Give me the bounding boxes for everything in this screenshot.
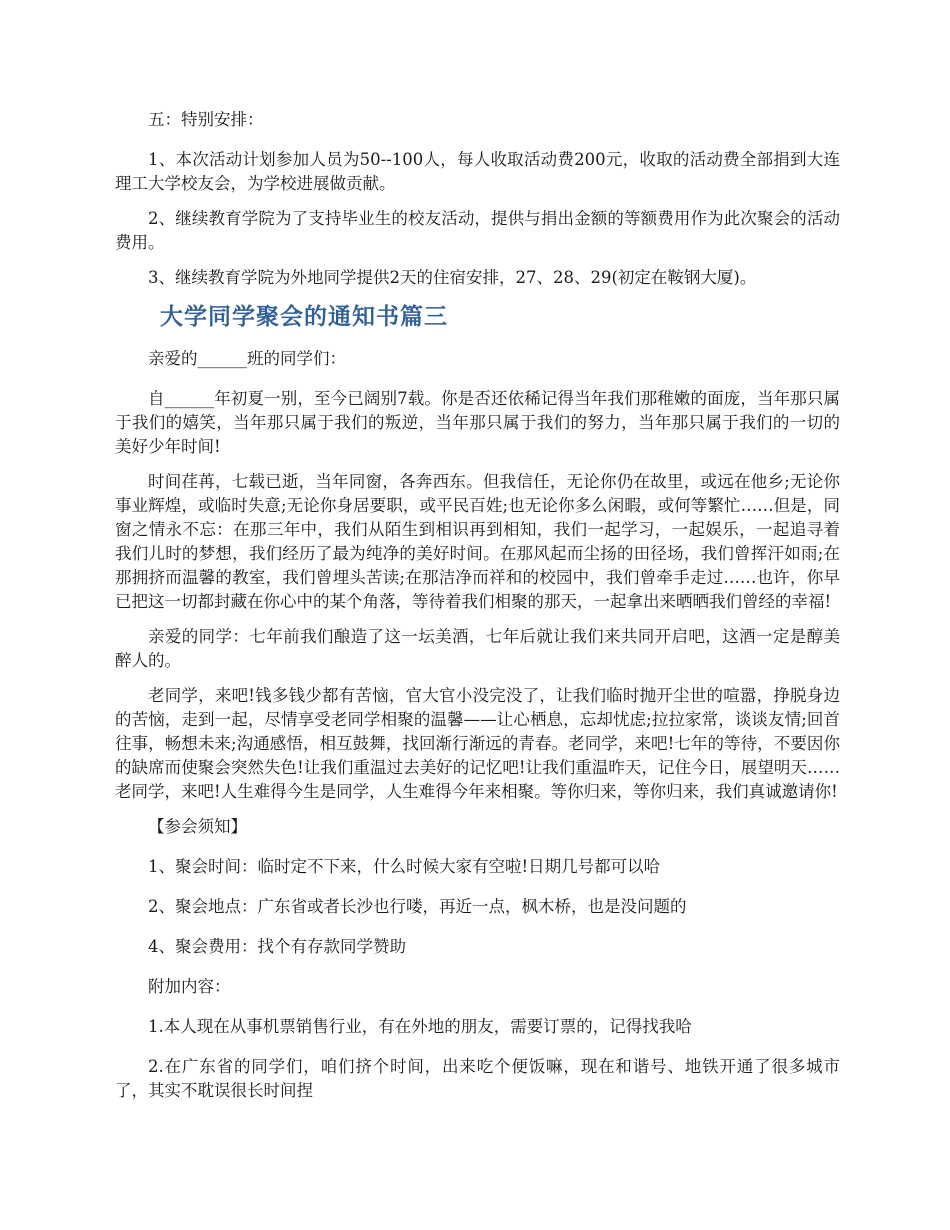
- section5-item-3: 3、继续教育学院为外地同学提供2天的住宿安排，27、28、29(初定在鞍钢大厦)。: [148, 268, 757, 287]
- extra-item-2: 2.在广东省的同学们，咱们挤个时间，出来吃个便饭嘛，现在和谐号、地铁开通了很多城市了，其实不耽误很长时间捏: [115, 1057, 840, 1100]
- notice-title: 【参会须知】: [148, 817, 247, 836]
- letter-salutation: 亲爱的______班的同学们：: [148, 349, 346, 368]
- letter-paragraph-1: 自______年初夏一别，至今已阔别7载。你是否还依稀记得当年我们那稚嫩的面庞，当年那只属于我们的嬉笑，当年那只属于我们的叛逆，当年那只属于我们的努力，当年那只属于我们的一切的美好少年时间!: [115, 389, 840, 456]
- notice-item-cost: 4、聚会费用：找个有存款同学赞助: [148, 937, 406, 956]
- section5-item-1: 1、本次活动计划参加人员为50--100人，每人收取活动费200元，收取的活动费全部捐到大连理工大学校友会，为学校进展做贡献。: [115, 150, 840, 193]
- letter-paragraph-2: 时间荏苒，七载已逝，当年同窗，各奔西东。但我信任，无论你仍在故里，或远在他乡;无论你事业辉煌，或临时失意;无论你身居要职，或平民百姓;也无论你多么闲暇，或何等繁忙……但是，同窗之情永不忘：在那三年中，我们从陌生到相识再到相知，我们一起学习，一起娱乐，一起追寻着我们儿时的梦想，我们经历了最为纯净的美好时间。在那风起而尘扬的田径场，我们曾挥汗如雨;在那拥挤而温馨的教室，我们曾埋头苦读;在那洁净而祥和的校园中，我们曾牵手走过……也许，你早已把这一切都封藏在你心中的某个角落，等待着我们相聚的那天，一起拿出来晒晒我们曾经的幸福!: [115, 472, 840, 611]
- section5-title: 五：特别安排：: [148, 110, 264, 129]
- section-heading: 大学同学聚会的通知书篇三: [160, 304, 448, 330]
- letter-paragraph-4: 老同学，来吧!钱多钱少都有苦恼，官大官小没完没了，让我们临时抛开尘世的喧嚣，挣脱身边的苦恼，走到一起，尽情享受老同学相聚的温馨——让心栖息，忘却忧虑;拉拉家常，谈谈友情;回首往事，畅想未来;沟通感悟，相互鼓舞，找回渐行渐远的青春。老同学，来吧!七年的等待，不要因你的缺席而使聚会突然失色!让我们重温过去美好的记忆吧!让我们重温昨天，记住今日，展望明天……老同学，来吧!人生难得今生是同学，人生难得今年来相聚。等你归来，等你归来，我们真诚邀请你!: [115, 686, 840, 801]
- extra-title: 附加内容：: [148, 977, 231, 996]
- letter-paragraph-3: 亲爱的同学：七年前我们酿造了这一坛美酒，七年后就让我们来共同开启吧，这酒一定是醇美醉人的。: [115, 627, 840, 670]
- document-page: [115, 108, 840, 1114]
- notice-item-time: 1、聚会时间：临时定不下来，什么时候大家有空啦!日期几号都可以哈: [148, 857, 661, 876]
- notice-item-place: 2、聚会地点：广东省或者长沙也行喽，再近一点，枫木桥，也是没问题的: [148, 897, 687, 916]
- extra-item-1: 1.本人现在从事机票销售行业，有在外地的朋友，需要订票的，记得找我哈: [148, 1017, 692, 1036]
- section5-item-2: 2、继续教育学院为了支持毕业生的校友活动，提供与捐出金额的等额费用作为此次聚会的活动费用。: [115, 209, 840, 252]
